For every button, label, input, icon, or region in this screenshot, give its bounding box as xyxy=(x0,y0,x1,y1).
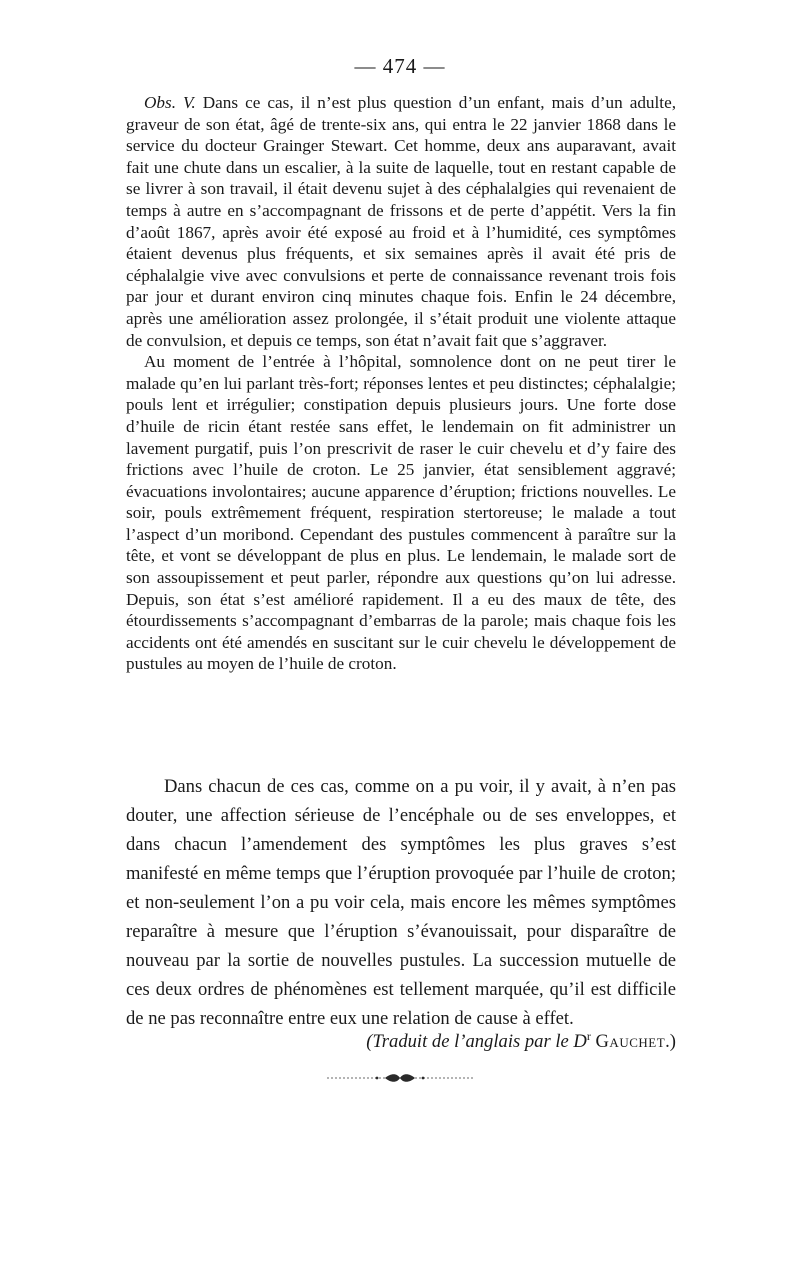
credit-suffix: .) xyxy=(665,1031,676,1053)
credit-prefix: (Traduit de l’anglais par le D xyxy=(366,1031,587,1053)
observation-section xyxy=(126,92,676,675)
observation-paragraph-1-text: Dans ce cas, il n’est plus question d’un enfant, mais d’un adulte, graveur de son état, âgé de trente-six ans, qui entra le 22 janvier 1868 dans le service du docteur Grainger Stewart. Cet homme, deux ans auparavant, avait fait une chute dans un escalier, à la suite de laquelle, tout en restant capable de se livrer à son travail, il était devenu sujet à des céphalalgies qui revenaient de temps à autre en s’accompagnant de frissons et de perte d’appétit. Vers la fin d’août 1867, après avoir été exposé au froid et à l’humidité, ces symptômes étaient devenus plus fréquents, et six semaines après il avait été pris de céphalalgie vive avec convulsions et perte de connaissance revenant trois fois par jour et durant environ cinq minutes chaque fois. Enfin le 24 décembre, après une amélioration assez prolongée, il s’était produit une violente attaque de convulsion, et depuis ce temps, son état n’avait fait que s’aggraver. xyxy=(126,93,677,350)
page-number: — 474 — xyxy=(354,54,446,78)
observation-paragraph-2: Au moment de l’entrée à l’hôpital, somnolence dont on ne peut tirer le malade qu’en lui parlant très-fort; réponses lentes et peu distinctes; céphalalgie; pouls lent et irrégulier; constipation depuis plusieurs jours. Une forte dose d’huile de ricin étant restée sans effet, le lendemain on fit administrer un lavement purgatif, puis l’on prescrivit de raser le cuir chevelu et d’y faire des frictions avec l’huile de croton. Le 25 janvier, état sensiblement aggravé; évacuations involontaires; aucune apparence d’éruption; frictions nouvelles. Le soir, pouls extrêmement fréquent, respiration stertoreuse; le malade a tout l’aspect d’un moribond. Cependant des pustules commencent à paraître sur la tête, et vont se développant de plus en plus. Le lendemain, le malade sort de son assoupissement et peut parler, répondre aux questions qu’on lui adresse. Depuis, son état s’est amélioré rapidement. Il a eu des maux de tête, des étourdissements s’accompagnant d’embarras de la parole; mais chaque fois les accidents ont été amendés en suscitant sur le cuir chevelu le développement de pustules au moyen de l’huile de croton. xyxy=(126,352,676,674)
translation-credit xyxy=(300,1022,676,1056)
conclusion-paragraph: Dans chacun de ces cas, comme on a pu voir, il y avait, à n’en pas douter, une affection sérieuse de l’encéphale ou de ses enveloppes, et dans chacun l’amendement des symptômes les plus graves s’est manifesté en même temps que l’éruption provoquée par l’huile de croton; et non-seulement l’on a pu voir cela, mais encore les mêmes symptômes reparaître à mesure que l’éruption s’évanouissait, pour disparaître de nouveau par la sortie de nouvelles pustules. La succession mutuelle de ces deux ordres de phénomènes est tellement marquée, qu’il est difficile de ne pas reconnaître entre eux une relation de cause à effet. xyxy=(126,776,676,1029)
conclusion-section xyxy=(126,772,676,1033)
observation-label: Obs. V. xyxy=(144,93,196,112)
end-ornament xyxy=(325,1072,475,1084)
credit-superscript: r xyxy=(586,1029,591,1043)
credit-name: Gauchet xyxy=(595,1031,666,1053)
observation-paragraph-1 xyxy=(126,92,676,351)
